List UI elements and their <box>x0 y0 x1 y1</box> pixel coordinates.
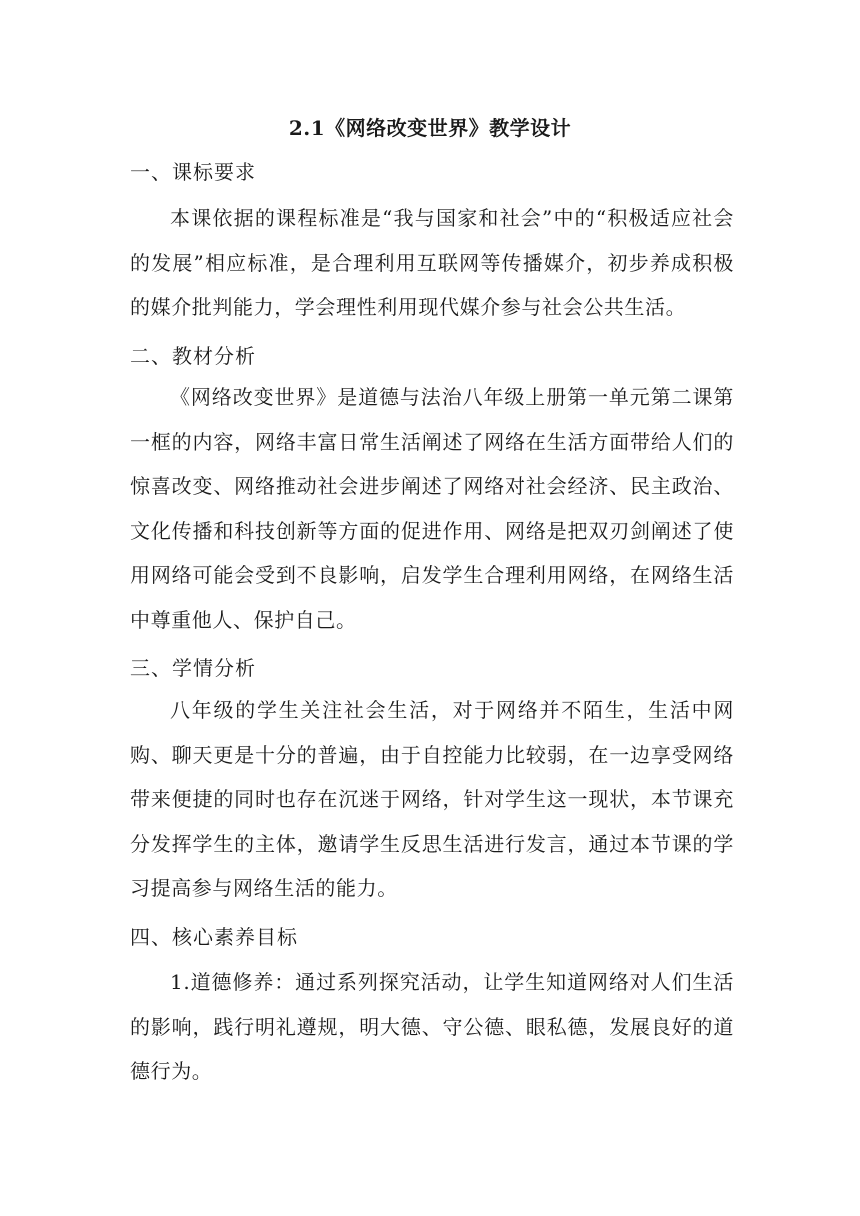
section-heading-student-analysis: 三、学情分析 <box>130 656 256 680</box>
section-paragraph-textbook-analysis: 《网络改变世界》是道德与法治八年级上册第一单元第二课第一框的内容，网络丰富日常生活阐述了网络在生活方面带给人们的惊喜改变、网络推动社会进步阐述了网络对社会经济、民主政治、文化传播和科技创新等方面的促进作用、网络是把双刃剑阐述了使用网络可能会受到不良影响，启发学生合理利用网络，在网络生活中尊重他人、保护自己。 <box>130 385 734 632</box>
section-paragraph-student-analysis: 八年级的学生关注社会生活，对于网络并不陌生，生活中网购、聊天更是十分的普遍，由于自控能力比较弱，在一边享受网络带来便捷的同时也存在沉迷于网络，针对学生这一现状，本节课充分发挥学生的主体，邀请学生反思生活进行发言，通过本节课的学习提高参与网络生活的能力。 <box>130 698 734 900</box>
document-title: 2.1《网络改变世界》教学设计 <box>288 116 572 140</box>
section-paragraph-curriculum-requirements: 本课依据的课程标准是“我与国家和社会”中的“积极适应社会的发展”相应标准，是合理利用互联网等传播媒介，初步养成积极的媒介批判能力，学会理性利用现代媒介参与社会公共生活。 <box>130 206 734 319</box>
section-heading-curriculum-requirements: 一、课标要求 <box>130 160 256 184</box>
section-paragraph-core-literacy-goals: 1.道德修养：通过系列探究活动，让学生知道网络对人们生活的影响，践行明礼遵规，明大德、守公德、眼私德，发展良好的道德行为。 <box>130 970 734 1083</box>
section-heading-textbook-analysis: 二、教材分析 <box>130 344 256 368</box>
section-heading-core-literacy-goals: 四、核心素养目标 <box>130 925 298 949</box>
